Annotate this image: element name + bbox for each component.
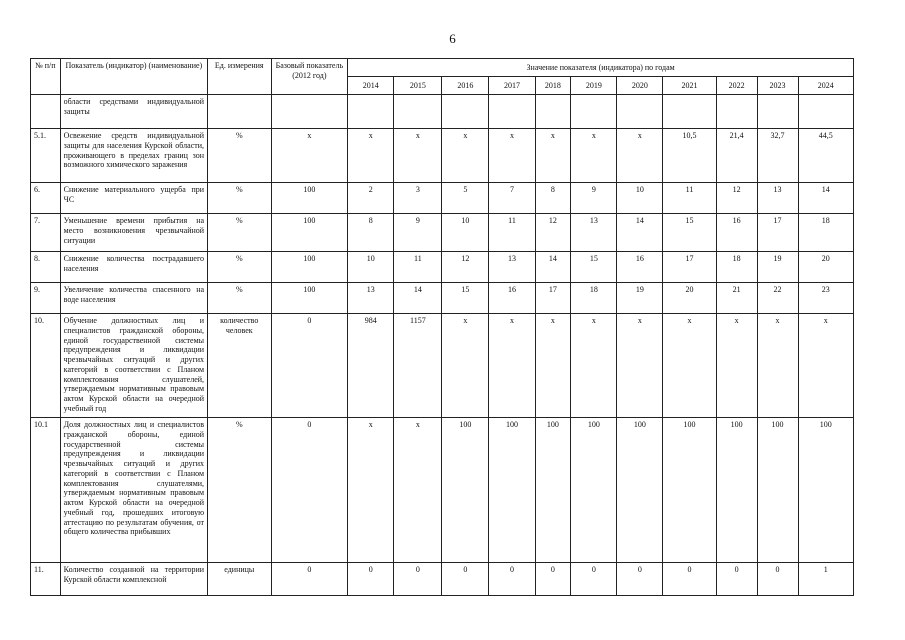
year-value-cell [617, 95, 663, 129]
year-value-cell: 10 [442, 214, 489, 252]
header-indicator-name: Показатель (индикатор) (наименование) [60, 59, 207, 95]
header-year: 2014 [348, 77, 394, 95]
indicator-name: Снижение материального ущерба при ЧС [60, 183, 207, 214]
year-value-cell: 11 [394, 252, 442, 283]
table-row [31, 418, 854, 563]
header-year: 2020 [617, 77, 663, 95]
unit-cell: % [208, 252, 271, 283]
table-row [31, 314, 854, 418]
year-value-cell: 13 [757, 183, 798, 214]
year-value-cell: 18 [571, 283, 617, 314]
year-value-cell: 20 [798, 252, 853, 283]
year-value-cell: 0 [348, 563, 394, 596]
year-value-cell: x [535, 129, 571, 183]
year-value-cell: 20 [663, 283, 716, 314]
indicators-table [30, 58, 854, 596]
base-value-cell: 0 [271, 418, 348, 563]
year-value-cell: 15 [571, 252, 617, 283]
year-value-cell: 11 [489, 214, 535, 252]
year-value-cell: x [571, 129, 617, 183]
year-value-cell: 0 [571, 563, 617, 596]
year-value-cell [489, 95, 535, 129]
year-value-cell: 21 [716, 283, 757, 314]
table-row [31, 252, 854, 283]
header-year: 2017 [489, 77, 535, 95]
header-base-value: Базовый показатель (2012 год) [271, 59, 348, 95]
base-value-cell: 100 [271, 183, 348, 214]
year-value-cell: 15 [442, 283, 489, 314]
year-value-cell: 0 [442, 563, 489, 596]
year-value-cell: 1157 [394, 314, 442, 418]
table-row [31, 129, 854, 183]
year-value-cell: x [798, 314, 853, 418]
year-value-cell [757, 95, 798, 129]
header-year: 2018 [535, 77, 571, 95]
year-value-cell: 12 [442, 252, 489, 283]
table-row [31, 283, 854, 314]
year-value-cell: 17 [535, 283, 571, 314]
year-value-cell: 100 [489, 418, 535, 563]
year-value-cell: x [348, 129, 394, 183]
year-value-cell: x [535, 314, 571, 418]
year-value-cell: 8 [535, 183, 571, 214]
header-num: № п/п [31, 59, 61, 95]
row-number: 6. [31, 183, 61, 214]
page-number: 6 [449, 31, 456, 46]
row-number: 9. [31, 283, 61, 314]
year-value-cell: 14 [535, 252, 571, 283]
year-value-cell: 0 [663, 563, 716, 596]
header-year: 2024 [798, 77, 853, 95]
indicator-name: Увеличение количества спасенного на воде населения [60, 283, 207, 314]
row-number: 8. [31, 252, 61, 283]
year-value-cell: 13 [571, 214, 617, 252]
year-value-cell: x [394, 129, 442, 183]
year-value-cell: 14 [394, 283, 442, 314]
unit-cell: % [208, 418, 271, 563]
year-value-cell: x [617, 314, 663, 418]
base-value-cell [271, 95, 348, 129]
year-value-cell: 44,5 [798, 129, 853, 183]
indicator-name: Доля должностных лиц и специалистов гражданской обороны, единой государственной системы предупреждения и ликвидации чрезвычайных ситуаций и других категорий в соответствии с Планом комплектования слушателями, утверждаемым нормативным правовым актом Курской области на очередной учебный год, прошедших итоговую аттестацию по результатам обучения, от общего количества прибывших [60, 418, 207, 563]
year-value-cell: 21,4 [716, 129, 757, 183]
unit-cell [208, 95, 271, 129]
indicator-name: Снижение количества пострадавшего населения [60, 252, 207, 283]
year-value-cell: 0 [394, 563, 442, 596]
header-year: 2022 [716, 77, 757, 95]
year-value-cell: 17 [663, 252, 716, 283]
year-value-cell [442, 95, 489, 129]
year-value-cell: 22 [757, 283, 798, 314]
year-value-cell: 100 [757, 418, 798, 563]
header-year: 2019 [571, 77, 617, 95]
unit-cell: % [208, 129, 271, 183]
year-value-cell: 16 [617, 252, 663, 283]
year-value-cell [571, 95, 617, 129]
year-value-cell [663, 95, 716, 129]
year-value-cell: 100 [716, 418, 757, 563]
year-value-cell: 100 [617, 418, 663, 563]
row-number: 10. [31, 314, 61, 418]
year-value-cell: 18 [798, 214, 853, 252]
unit-cell: % [208, 183, 271, 214]
table-row [31, 214, 854, 252]
year-value-cell: 16 [716, 214, 757, 252]
row-number [31, 95, 61, 129]
year-value-cell [716, 95, 757, 129]
indicator-name: Уменьшение времени прибытия на место возникновения чрезвычайной ситуации [60, 214, 207, 252]
year-value-cell: 16 [489, 283, 535, 314]
header-values-by-year: Значение показателя (индикатора) по годам [348, 59, 854, 77]
year-value-cell: 9 [394, 214, 442, 252]
year-value-cell: 0 [617, 563, 663, 596]
base-value-cell: 0 [271, 314, 348, 418]
base-value-cell: x [271, 129, 348, 183]
year-value-cell: x [716, 314, 757, 418]
base-value-cell: 100 [271, 283, 348, 314]
header-year: 2015 [394, 77, 442, 95]
unit-cell: % [208, 214, 271, 252]
year-value-cell: 3 [394, 183, 442, 214]
table-row [31, 183, 854, 214]
year-value-cell [535, 95, 571, 129]
year-value-cell: 0 [489, 563, 535, 596]
year-value-cell: x [442, 314, 489, 418]
year-value-cell: 100 [535, 418, 571, 563]
header-year: 2021 [663, 77, 716, 95]
year-value-cell: 1 [798, 563, 853, 596]
year-value-cell: x [757, 314, 798, 418]
year-value-cell: 100 [442, 418, 489, 563]
year-value-cell: 100 [798, 418, 853, 563]
year-value-cell: 10 [617, 183, 663, 214]
row-number: 7. [31, 214, 61, 252]
year-value-cell: 18 [716, 252, 757, 283]
year-value-cell: 15 [663, 214, 716, 252]
unit-cell: единицы [208, 563, 271, 596]
year-value-cell: 984 [348, 314, 394, 418]
row-number: 11. [31, 563, 61, 596]
year-value-cell: 12 [716, 183, 757, 214]
year-value-cell: x [394, 418, 442, 563]
year-value-cell: 19 [617, 283, 663, 314]
year-value-cell: 9 [571, 183, 617, 214]
year-value-cell: 5 [442, 183, 489, 214]
indicator-name: Освежение средств индивидуальной защиты для населения Курской области, проживающего в пределах границ зон возможного химического заражения [60, 129, 207, 183]
year-value-cell: 13 [489, 252, 535, 283]
header-year: 2023 [757, 77, 798, 95]
year-value-cell [348, 95, 394, 129]
year-value-cell: 12 [535, 214, 571, 252]
unit-cell: % [208, 283, 271, 314]
year-value-cell: x [489, 314, 535, 418]
year-value-cell: 11 [663, 183, 716, 214]
row-number: 10.1 [31, 418, 61, 563]
year-value-cell: 14 [617, 214, 663, 252]
row-number: 5.1. [31, 129, 61, 183]
year-value-cell: 2 [348, 183, 394, 214]
year-value-cell: 10,5 [663, 129, 716, 183]
year-value-cell [798, 95, 853, 129]
year-value-cell [394, 95, 442, 129]
year-value-cell: x [571, 314, 617, 418]
table-row [31, 95, 854, 129]
year-value-cell: 0 [716, 563, 757, 596]
table-row [31, 563, 854, 596]
year-value-cell: 100 [571, 418, 617, 563]
year-value-cell: 17 [757, 214, 798, 252]
year-value-cell: x [442, 129, 489, 183]
year-value-cell: x [348, 418, 394, 563]
year-value-cell: x [489, 129, 535, 183]
year-value-cell: 0 [757, 563, 798, 596]
year-value-cell: 32,7 [757, 129, 798, 183]
year-value-cell: x [617, 129, 663, 183]
base-value-cell: 0 [271, 563, 348, 596]
year-value-cell: 14 [798, 183, 853, 214]
year-value-cell: 7 [489, 183, 535, 214]
header-unit: Ед. измерения [208, 59, 271, 95]
indicator-name: области средствами индивидуальной защиты [60, 95, 207, 129]
year-value-cell: 100 [663, 418, 716, 563]
indicator-name: Обучение должностных лиц и специалистов гражданской обороны, единой государственной системы предупреждения и ликвидации чрезвычайных ситуаций и других категорий в соответствии с Планом комплектования слушателей, утверждаемым нормативным правовым актом Курской области на очередной учебный год [60, 314, 207, 418]
year-value-cell: 13 [348, 283, 394, 314]
year-value-cell: 10 [348, 252, 394, 283]
year-value-cell: 19 [757, 252, 798, 283]
year-value-cell: x [663, 314, 716, 418]
year-value-cell: 23 [798, 283, 853, 314]
year-value-cell: 0 [535, 563, 571, 596]
year-value-cell: 8 [348, 214, 394, 252]
indicator-name: Количество созданной на территории Курской области комплексной [60, 563, 207, 596]
base-value-cell: 100 [271, 214, 348, 252]
unit-cell: количество человек [208, 314, 271, 418]
header-year: 2016 [442, 77, 489, 95]
base-value-cell: 100 [271, 252, 348, 283]
